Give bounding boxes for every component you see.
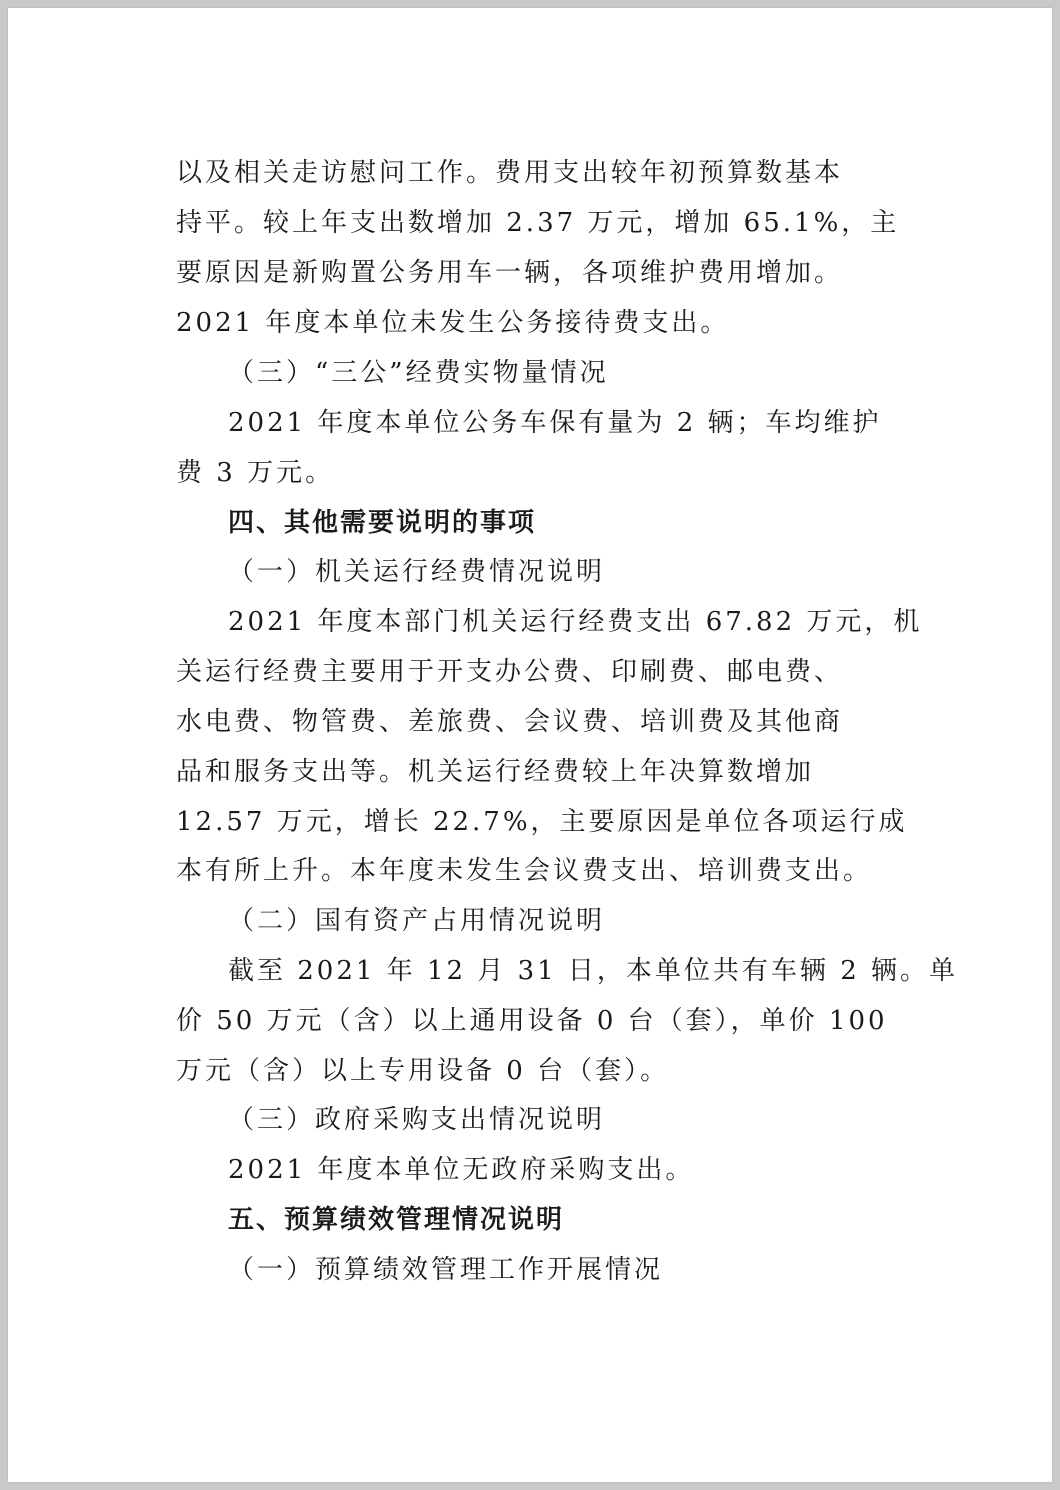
text-line: 本有所上升。本年度未发生会议费支出、培训费支出。: [176, 856, 873, 886]
text-line: 价 50 万元（含）以上通用设备 0 台（套），单价 100: [176, 1006, 888, 1036]
text-line: 以及相关走访慰问工作。费用支出较年初预算数基本: [176, 158, 844, 188]
subsection-heading: （三）“三公”经费实物量情况: [228, 358, 609, 388]
subsection-heading: （二）国有资产占用情况说明: [228, 906, 606, 936]
subsection-heading: （一）预算绩效管理工作开展情况: [228, 1255, 664, 1285]
document-page: [8, 8, 1052, 1482]
text-line: 品和服务支出等。机关运行经费较上年决算数增加: [176, 757, 815, 787]
text-line: 费 3 万元。: [176, 458, 335, 488]
text-line: 2021 年度本单位公务车保有量为 2 辆；车均维护: [228, 408, 882, 438]
text-line: 持平。较上年支出数增加 2.37 万元，增加 65.1%，主: [176, 208, 900, 238]
text-line: 万元（含）以上专用设备 0 台（套）。: [176, 1056, 670, 1086]
section-heading: 四、其他需要说明的事项: [228, 508, 537, 538]
text-line: 截至 2021 年 12 月 31 日，本单位共有车辆 2 辆。单: [228, 956, 958, 986]
text-line: 关运行经费主要用于开支办公费、印刷费、邮电费、: [176, 657, 844, 687]
section-heading: 五、预算绩效管理情况说明: [228, 1205, 565, 1235]
text-line: 要原因是新购置公务用车一辆，各项维护费用增加。: [176, 258, 844, 288]
text-line: 2021 年度本单位无政府采购支出。: [228, 1155, 695, 1185]
text-line: 水电费、物管费、差旅费、会议费、培训费及其他商: [176, 707, 844, 737]
text-line: 2021 年度本部门机关运行经费支出 67.82 万元，机: [228, 607, 923, 637]
text-line: 12.57 万元，增长 22.7%，主要原因是单位各项运行成: [176, 807, 908, 837]
subsection-heading: （三）政府采购支出情况说明: [228, 1105, 606, 1135]
text-line: 2021 年度本单位未发生公务接待费支出。: [176, 308, 730, 338]
subsection-heading: （一）机关运行经费情况说明: [228, 557, 606, 587]
